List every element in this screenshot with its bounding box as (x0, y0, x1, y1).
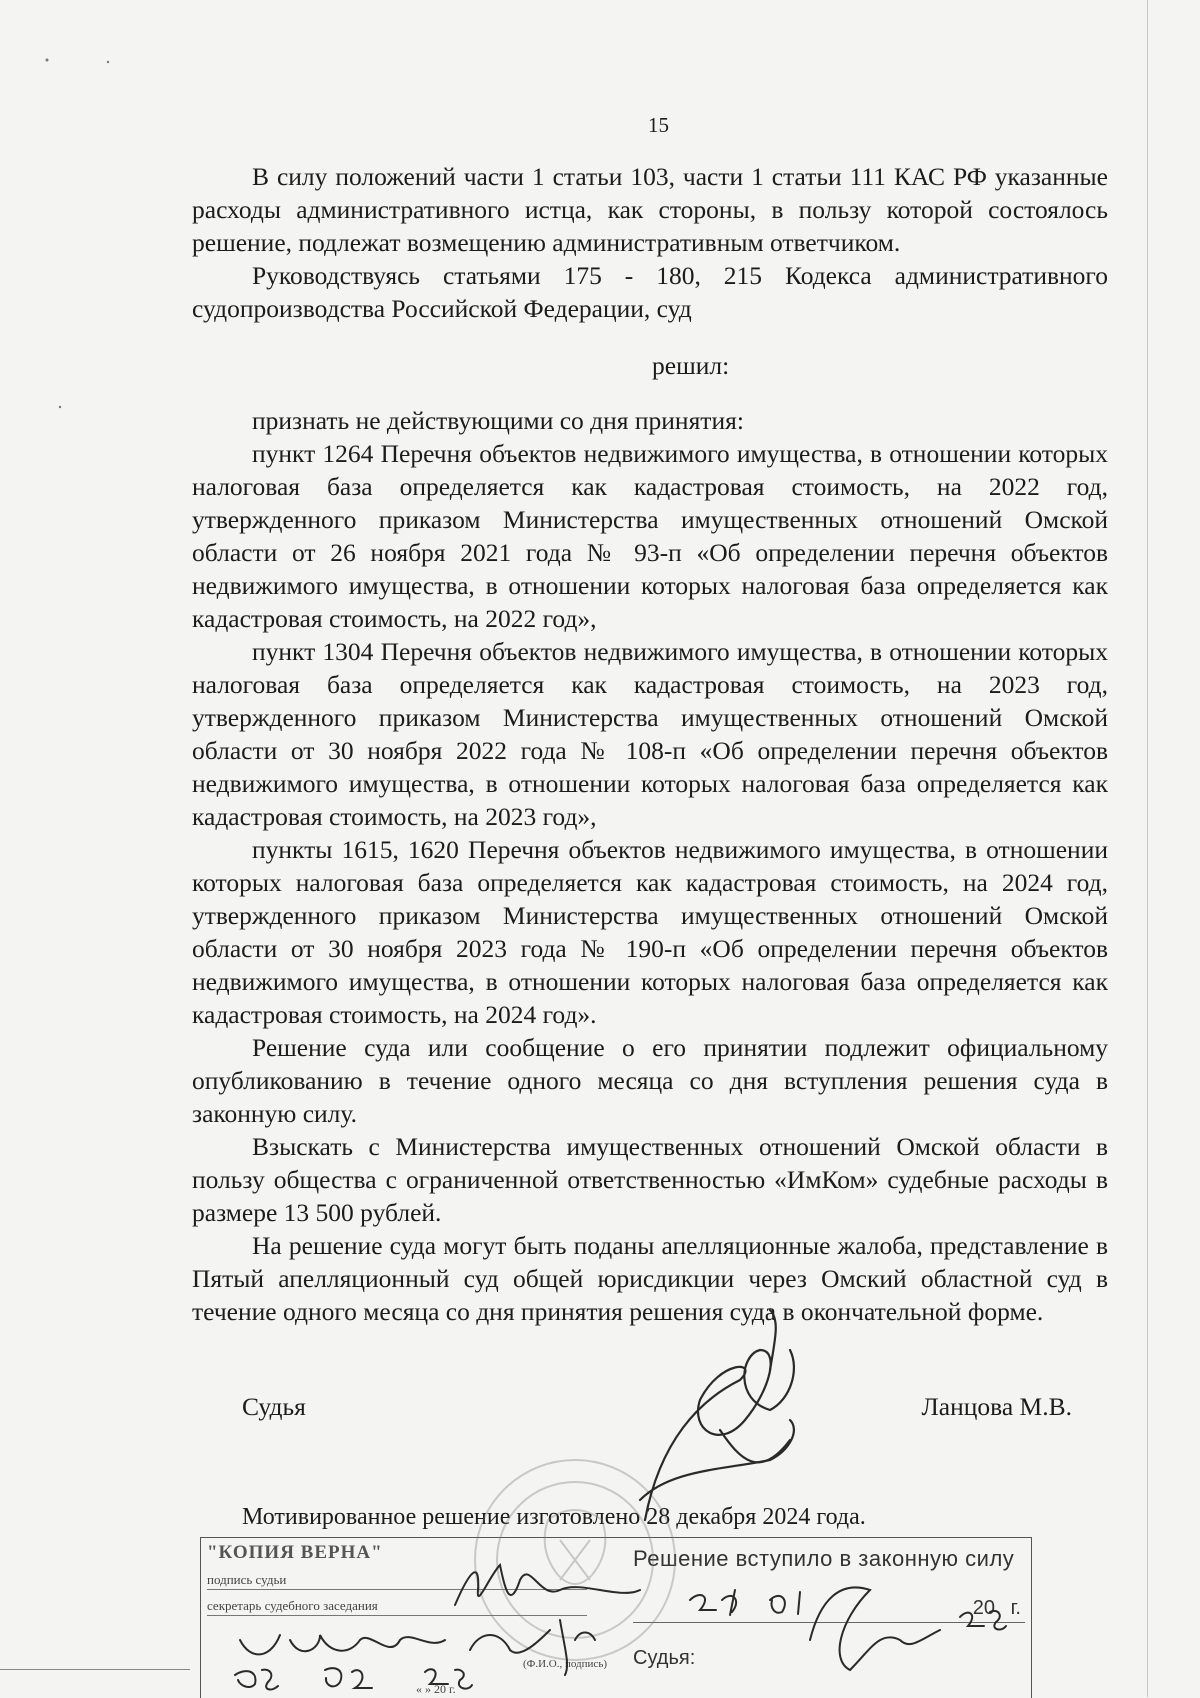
reasoned-decision-note: Мотивированное решение изготовлено 28 декабря 2024 года. (242, 1504, 866, 1530)
judge-signature-image (640, 1310, 794, 1520)
decision-heading: решил: (652, 351, 730, 380)
judge-name: Ланцова М.В. (921, 1392, 1072, 1421)
judge-role: Судья (242, 1392, 306, 1421)
legal-force-title: Решение вступило в законную силу (633, 1546, 1015, 1571)
copy-true-title: "КОПИЯ ВЕРНА" (207, 1542, 383, 1563)
year-prefix: 20 (972, 1597, 995, 1619)
decision-paragraph: признать не действующими со дня принятия: (252, 406, 744, 435)
decision-paragraph: пункт 1304 Перечня объектов недвижимого имущества, в отношении которых налоговая база определяется как кадастровая стоимость, на 2023 год, утвержденного приказом Министерства имущественных отношений Омской области от 30 ноября 2022 года № 108-п «Об определении перечня объектов недвижимого имущества, в отношении которых налоговая база определяется как кадастровая стоимость, на 2023 год», (192, 637, 1108, 831)
decision-paragraph: пункт 1264 Перечня объектов недвижимого имущества, в отношении которых налоговая база определяется как кадастровая стоимость, на 2022 год, утвержденного приказом Министерства имущественных отношений Омской области от 26 ноября 2021 года № 93-п «Об определении перечня объектов недвижимого имущества, в отношении которых налоговая база определяется как кадастровая стоимость, на 2022 год», (192, 439, 1108, 633)
secretary-handwriting-image (240, 1620, 595, 1675)
copy-date-handwriting-image (235, 1668, 472, 1689)
legal-force-judge-label: Судья: (633, 1647, 696, 1669)
force-date-handwriting-image (690, 1587, 1006, 1670)
paragraph: В силу положений части 1 статьи 103, части 1 статьи 111 КАС РФ указанные расходы административного истца, как стороны, в пользу которой состоялось решение, подлежат возмещению административным ответчиком. (192, 162, 1108, 257)
fio-caption: (Ф.И.О., подпись) (523, 1658, 607, 1670)
page-number: 15 (648, 113, 669, 137)
court-seal-image (475, 1460, 675, 1660)
copy-date-caption: « » 20 г. (416, 1682, 456, 1696)
decision-paragraph: На решение суда могут быть поданы апелляционные жалоба, представление в Пятый апелляционный суд общей юрисдикции через Омский областной суд в течение одного месяца со дня принятия решения суда в окончательной форме. (192, 1231, 1108, 1326)
paragraph: Руководствуясь статьями 175 - 180, 215 Кодекса административного судопроизводства Российской Федерации, суд (192, 261, 1108, 323)
scan-specks-image (46, 59, 110, 409)
decision-paragraph: Взыскать с Министерства имущественных отношений Омской области в пользу общества с ограниченной ответственностью «ИмКом» судебные расходы в размере 13 500 рублей. (192, 1132, 1108, 1227)
judge-signature-line: подпись судьи (207, 1572, 587, 1590)
secretary-line: секретарь судебного заседания (207, 1598, 587, 1616)
decision-paragraph: Решение суда или сообщение о его принятии подлежит официальному опубликованию в течение одного месяца со дня вступления решения суда в законную силу. (192, 1033, 1108, 1128)
year-suffix: г. (1010, 1597, 1021, 1619)
decision-paragraph: пункты 1615, 1620 Перечня объектов недвижимого имущества, в отношении которых налоговая база определяется как кадастровая стоимость, на 2024 год, утвержденного приказом Министерства имущественных отношений Омской области от 30 ноября 2023 года № 190-п «Об определении перечня объектов недвижимого имущества, в отношении которых налоговая база определяется как кадастровая стоимость, на 2024 год». (192, 835, 1108, 1029)
